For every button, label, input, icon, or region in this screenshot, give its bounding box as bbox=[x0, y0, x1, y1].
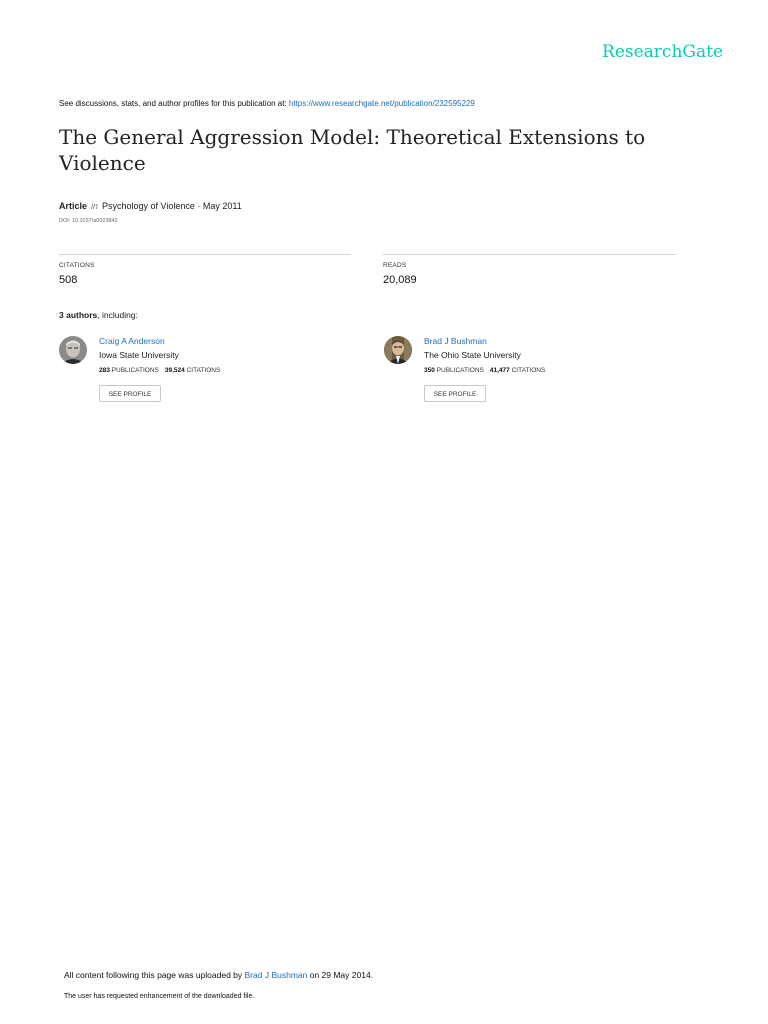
article-meta bbox=[59, 201, 242, 211]
see-profile-button-bushman[interactable]: SEE PROFILE bbox=[424, 385, 486, 402]
article-type: Article bbox=[59, 201, 88, 211]
authors-intro bbox=[59, 310, 138, 320]
citations-label: CITATIONS bbox=[511, 367, 546, 374]
author-institution-anderson: Iowa State University bbox=[99, 350, 179, 360]
publication-count: 283 bbox=[99, 367, 110, 374]
upload-info bbox=[64, 970, 373, 980]
uploader-link[interactable]: Brad J Bushman bbox=[244, 970, 308, 980]
enhancement-note: The user has requested enhancement of the downloaded file. bbox=[64, 993, 255, 1000]
authors-count: 3 authors bbox=[59, 310, 98, 320]
article-doi: DOI: 10.1037/a0023842 bbox=[59, 218, 118, 224]
author-photo-anderson bbox=[59, 336, 87, 364]
publications-label: PUBLICATIONS bbox=[111, 367, 159, 374]
author-avatar-anderson[interactable] bbox=[59, 336, 87, 364]
researchgate-logo[interactable]: ResearchGate bbox=[602, 42, 723, 62]
author-photo-bushman bbox=[384, 336, 412, 364]
reads-divider bbox=[383, 254, 676, 255]
citation-count: 41,477 bbox=[489, 367, 510, 374]
upload-prefix: All content following this page was uploaded by bbox=[64, 970, 245, 980]
author-stats-bushman bbox=[424, 367, 545, 374]
publications-label: PUBLICATIONS bbox=[436, 367, 484, 374]
author-institution-bushman: The Ohio State University bbox=[424, 350, 521, 360]
citations-divider bbox=[59, 254, 351, 255]
citation-count: 39,524 bbox=[164, 367, 185, 374]
citations-label: CITATIONS bbox=[186, 367, 221, 374]
see-profile-button-anderson[interactable]: SEE PROFILE bbox=[99, 385, 161, 402]
see-discussions-line bbox=[59, 99, 475, 108]
citations-label: CITATIONS bbox=[59, 262, 95, 269]
journal-date: Psychology of Violence · May 2011 bbox=[102, 201, 242, 211]
author-name-bushman[interactable]: Brad J Bushman bbox=[424, 336, 487, 346]
upload-date: on 29 May 2014. bbox=[307, 970, 374, 980]
reads-count: 20,089 bbox=[383, 274, 417, 286]
article-title: The General Aggression Model: Theoretical Extensions to Violence bbox=[59, 125, 646, 175]
reads-label: READS bbox=[383, 262, 407, 269]
see-discussions-text: See discussions, stats, and author profiles for this publication at: bbox=[59, 99, 289, 108]
publication-url-link[interactable]: https://www.researchgate.net/publication/232595229 bbox=[288, 99, 475, 108]
citations-count: 508 bbox=[59, 274, 78, 286]
author-avatar-bushman[interactable] bbox=[384, 336, 412, 364]
in-word: in bbox=[91, 201, 99, 211]
publication-count: 350 bbox=[424, 367, 435, 374]
author-stats-anderson bbox=[99, 367, 220, 374]
authors-suffix: , including: bbox=[97, 310, 138, 320]
author-name-anderson[interactable]: Craig A Anderson bbox=[99, 336, 165, 346]
